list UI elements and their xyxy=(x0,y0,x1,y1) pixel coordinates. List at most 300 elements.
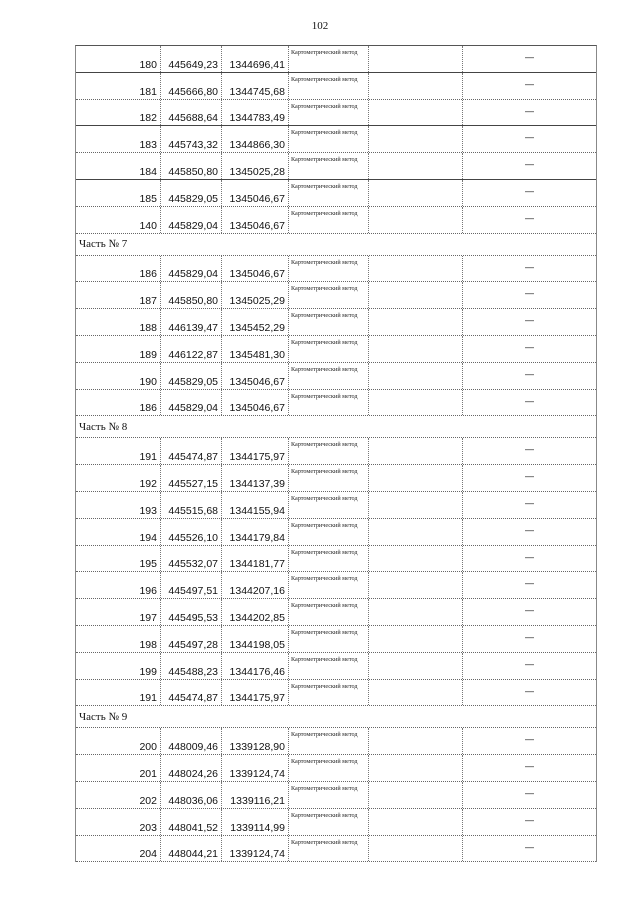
table-row xyxy=(76,46,596,73)
point-number-cell xyxy=(76,207,161,233)
coordinate-x: 445649,23 xyxy=(168,58,218,71)
coordinate-y-cell xyxy=(222,492,289,518)
coordinate-x-cell xyxy=(161,100,222,126)
empty-cell-cell xyxy=(369,390,463,416)
method-text: Картометрический метод xyxy=(291,258,358,266)
coordinate-x: 445666,80 xyxy=(168,85,218,98)
point-number: 200 xyxy=(139,741,157,754)
dash-mark-cell xyxy=(463,809,596,835)
coordinate-x-cell xyxy=(161,390,222,416)
dash-mark: — xyxy=(525,787,534,798)
point-number: 191 xyxy=(139,692,157,705)
coordinate-x-cell xyxy=(161,546,222,572)
method-text: Картометрический метод xyxy=(291,129,358,137)
method-text-cell xyxy=(289,546,369,572)
dash-mark: — xyxy=(525,841,534,852)
method-text: Картометрический метод xyxy=(291,392,358,400)
dash-mark-cell xyxy=(463,336,596,362)
coordinate-y-cell xyxy=(222,100,289,126)
dash-mark: — xyxy=(525,631,534,642)
page-number: 102 xyxy=(311,20,329,32)
dash-mark: — xyxy=(525,52,534,62)
point-number: 199 xyxy=(139,665,157,678)
empty-cell-cell xyxy=(369,153,463,179)
table-row xyxy=(76,492,596,519)
part-heading-label: Часть № 7 xyxy=(79,238,128,251)
dash-mark-cell xyxy=(463,728,596,754)
point-number: 183 xyxy=(139,139,157,152)
coordinate-x: 445526,10 xyxy=(168,531,218,544)
coordinate-x-cell xyxy=(161,336,222,362)
coordinate-x: 445829,04 xyxy=(168,268,218,281)
part-heading-label: Часть № 8 xyxy=(79,420,128,433)
point-number: 184 xyxy=(139,165,157,178)
coordinate-x: 445829,04 xyxy=(168,219,218,232)
method-text: Картометрический метод xyxy=(291,655,358,663)
dash-mark: — xyxy=(525,78,534,89)
table-row xyxy=(76,180,596,207)
point-number-cell xyxy=(76,465,161,491)
empty-cell-cell xyxy=(369,46,463,72)
point-number-cell xyxy=(76,336,161,362)
point-number: 186 xyxy=(139,402,157,415)
dash-mark: — xyxy=(525,578,534,589)
coordinate-x-cell xyxy=(161,492,222,518)
table-row xyxy=(76,599,596,626)
point-number: 192 xyxy=(139,477,157,490)
method-text: Картометрический метод xyxy=(291,811,358,819)
point-number-cell xyxy=(76,492,161,518)
coordinate-x-cell xyxy=(161,836,222,862)
dash-mark: — xyxy=(525,105,534,116)
method-text-cell xyxy=(289,282,369,308)
coordinate-y: 1344866,30 xyxy=(229,139,285,152)
empty-cell-cell xyxy=(369,309,463,335)
table-row xyxy=(76,256,596,283)
coordinate-x-cell xyxy=(161,809,222,835)
coordinate-x: 445829,05 xyxy=(168,192,218,205)
table-row xyxy=(76,680,596,707)
point-number-cell xyxy=(76,572,161,598)
dash-mark-cell xyxy=(463,309,596,335)
coordinate-y-cell xyxy=(222,572,289,598)
empty-cell-cell xyxy=(369,626,463,652)
dash-mark: — xyxy=(525,368,534,379)
point-number: 190 xyxy=(139,375,157,388)
empty-cell-cell xyxy=(369,809,463,835)
part-heading xyxy=(76,416,596,438)
coordinate-y-cell xyxy=(222,207,289,233)
table-row xyxy=(76,126,596,153)
coordinate-y: 1344176,46 xyxy=(229,665,285,678)
coordinate-x-cell xyxy=(161,755,222,781)
coordinate-y-cell xyxy=(222,653,289,679)
coordinate-y: 1339116,21 xyxy=(230,794,285,807)
dash-mark-cell xyxy=(463,599,596,625)
dash-mark-cell xyxy=(463,626,596,652)
empty-cell-cell xyxy=(369,336,463,362)
coordinate-y: 1339124,74 xyxy=(229,767,285,780)
point-number: 180 xyxy=(139,58,157,71)
coordinate-x-cell xyxy=(161,782,222,808)
method-text-cell xyxy=(289,100,369,126)
method-text: Картометрический метод xyxy=(291,365,358,373)
empty-cell-cell xyxy=(369,73,463,99)
point-number-cell xyxy=(76,46,161,72)
coordinate-x: 445829,05 xyxy=(168,375,218,388)
dash-mark-cell xyxy=(463,180,596,206)
dash-mark-cell xyxy=(463,465,596,491)
method-text-cell xyxy=(289,153,369,179)
coordinate-x-cell xyxy=(161,282,222,308)
coordinate-x: 446122,87 xyxy=(168,348,218,361)
coordinate-y: 1344207,16 xyxy=(229,585,285,598)
dash-mark-cell xyxy=(463,680,596,706)
coordinate-x-cell xyxy=(161,153,222,179)
table-row xyxy=(76,728,596,755)
coordinate-x: 445850,80 xyxy=(168,165,218,178)
dash-mark: — xyxy=(525,315,534,326)
dash-mark: — xyxy=(525,605,534,616)
table-row xyxy=(76,653,596,680)
dash-mark: — xyxy=(525,212,534,223)
method-text: Картометрический метод xyxy=(291,75,358,83)
coordinate-y: 1345025,28 xyxy=(229,165,285,178)
method-text: Картометрический метод xyxy=(291,521,358,529)
coordinate-y-cell xyxy=(222,256,289,282)
table-row xyxy=(76,390,596,417)
coordinate-y: 1345025,29 xyxy=(229,295,285,308)
method-text-cell xyxy=(289,572,369,598)
method-text-cell xyxy=(289,680,369,706)
point-number-cell xyxy=(76,599,161,625)
dash-mark-cell xyxy=(463,782,596,808)
dash-mark: — xyxy=(525,685,534,696)
coordinate-x: 445515,68 xyxy=(168,504,218,517)
empty-cell-cell xyxy=(369,836,463,862)
coordinate-y-cell xyxy=(222,126,289,152)
coordinates-table xyxy=(75,45,597,862)
coordinate-y: 1339124,74 xyxy=(229,848,285,861)
coordinate-y-cell xyxy=(222,153,289,179)
method-text-cell xyxy=(289,256,369,282)
method-text-cell xyxy=(289,653,369,679)
point-number-cell xyxy=(76,728,161,754)
coordinate-x: 445474,87 xyxy=(168,451,218,464)
method-text: Картометрический метод xyxy=(291,731,358,739)
table-row xyxy=(76,73,596,100)
coordinate-x: 445850,80 xyxy=(168,295,218,308)
coordinate-x-cell xyxy=(161,438,222,464)
method-text-cell xyxy=(289,599,369,625)
point-number: 189 xyxy=(139,348,157,361)
empty-cell-cell xyxy=(369,282,463,308)
method-text: Картометрический метод xyxy=(291,602,358,610)
dash-mark: — xyxy=(525,551,534,562)
coordinate-x: 448041,52 xyxy=(168,821,218,834)
coordinate-y-cell xyxy=(222,390,289,416)
method-text: Картометрический метод xyxy=(291,468,358,476)
coordinate-y-cell xyxy=(222,755,289,781)
part-heading xyxy=(76,706,596,728)
point-number-cell xyxy=(76,256,161,282)
empty-cell-cell xyxy=(369,180,463,206)
coordinate-y-cell xyxy=(222,438,289,464)
dash-mark: — xyxy=(525,524,534,535)
coordinate-y: 1345452,29 xyxy=(229,321,285,334)
table-row xyxy=(76,153,596,180)
method-text: Картометрический метод xyxy=(291,49,358,56)
point-number: 202 xyxy=(139,794,157,807)
dash-mark: — xyxy=(525,341,534,352)
point-number: 201 xyxy=(139,767,157,780)
method-text: Картометрический метод xyxy=(291,784,358,792)
coordinate-x-cell xyxy=(161,728,222,754)
method-text-cell xyxy=(289,438,369,464)
dash-mark-cell xyxy=(463,153,596,179)
coordinate-y: 1344783,49 xyxy=(229,112,285,125)
table-row xyxy=(76,546,596,573)
coordinate-y: 1344155,94 xyxy=(229,504,285,517)
coordinate-y: 1345481,30 xyxy=(229,348,285,361)
dash-mark-cell xyxy=(463,519,596,545)
table-row xyxy=(76,363,596,390)
point-number: 198 xyxy=(139,638,157,651)
coordinate-y-cell xyxy=(222,728,289,754)
table-row xyxy=(76,207,596,234)
coordinate-y-cell xyxy=(222,599,289,625)
point-number-cell xyxy=(76,438,161,464)
coordinate-x-cell xyxy=(161,599,222,625)
coordinate-x: 445495,53 xyxy=(168,611,218,624)
coordinate-x-cell xyxy=(161,126,222,152)
method-text-cell xyxy=(289,336,369,362)
dash-mark-cell xyxy=(463,46,596,72)
coordinate-x-cell xyxy=(161,519,222,545)
coordinate-x: 445497,28 xyxy=(168,638,218,651)
coordinate-y-cell xyxy=(222,309,289,335)
method-text-cell xyxy=(289,465,369,491)
dash-mark-cell xyxy=(463,546,596,572)
coordinate-y: 1339114,99 xyxy=(230,821,285,834)
table-row xyxy=(76,465,596,492)
method-text: Картометрический метод xyxy=(291,628,358,636)
table-row xyxy=(76,282,596,309)
method-text: Картометрический метод xyxy=(291,441,358,449)
dash-mark-cell xyxy=(463,100,596,126)
method-text: Картометрический метод xyxy=(291,338,358,346)
coordinate-y: 1344745,68 xyxy=(229,85,285,98)
coordinate-x: 446139,47 xyxy=(168,321,218,334)
point-number: 194 xyxy=(139,531,157,544)
dash-mark: — xyxy=(525,444,534,455)
coordinate-y-cell xyxy=(222,836,289,862)
point-number-cell xyxy=(76,782,161,808)
table-row xyxy=(76,809,596,836)
coordinate-y-cell xyxy=(222,336,289,362)
coordinate-y: 1345046,67 xyxy=(229,219,285,232)
point-number-cell xyxy=(76,153,161,179)
coordinate-y: 1344696,41 xyxy=(229,58,285,71)
table-row xyxy=(76,100,596,127)
coordinate-y: 1344181,77 xyxy=(229,558,285,571)
point-number-cell xyxy=(76,100,161,126)
table-row xyxy=(76,336,596,363)
method-text: Картометрический метод xyxy=(291,494,358,502)
coordinate-x: 445474,87 xyxy=(168,692,218,705)
empty-cell-cell xyxy=(369,572,463,598)
empty-cell-cell xyxy=(369,728,463,754)
coordinate-x-cell xyxy=(161,73,222,99)
method-text-cell xyxy=(289,836,369,862)
point-number: 195 xyxy=(139,558,157,571)
point-number-cell xyxy=(76,126,161,152)
coordinate-x-cell xyxy=(161,309,222,335)
coordinate-y-cell xyxy=(222,546,289,572)
point-number-cell xyxy=(76,755,161,781)
empty-cell-cell xyxy=(369,207,463,233)
dash-mark: — xyxy=(525,261,534,272)
point-number-cell xyxy=(76,282,161,308)
method-text-cell xyxy=(289,363,369,389)
table-row xyxy=(76,755,596,782)
coordinate-x: 445497,51 xyxy=(168,585,218,598)
coordinate-x: 445829,04 xyxy=(168,402,218,415)
dash-mark-cell xyxy=(463,363,596,389)
empty-cell-cell xyxy=(369,546,463,572)
table-row xyxy=(76,309,596,336)
coordinate-y-cell xyxy=(222,519,289,545)
point-number-cell xyxy=(76,836,161,862)
coordinate-x-cell xyxy=(161,256,222,282)
dash-mark-cell xyxy=(463,836,596,862)
coordinate-x: 445688,64 xyxy=(168,112,218,125)
coordinate-y: 1344137,39 xyxy=(229,477,285,490)
empty-cell-cell xyxy=(369,680,463,706)
point-number: 204 xyxy=(139,848,157,861)
dash-mark: — xyxy=(525,159,534,170)
method-text-cell xyxy=(289,73,369,99)
coordinate-x: 445527,15 xyxy=(168,477,218,490)
table-row xyxy=(76,782,596,809)
coordinate-x: 445532,07 xyxy=(168,558,218,571)
coordinate-y-cell xyxy=(222,73,289,99)
point-number: 203 xyxy=(139,821,157,834)
coordinate-x-cell xyxy=(161,180,222,206)
coordinate-y: 1345046,67 xyxy=(229,268,285,281)
empty-cell-cell xyxy=(369,100,463,126)
method-text-cell xyxy=(289,309,369,335)
table-row xyxy=(76,438,596,465)
dash-mark-cell xyxy=(463,126,596,152)
point-number-cell xyxy=(76,680,161,706)
dash-mark-cell xyxy=(463,73,596,99)
coordinate-x-cell xyxy=(161,626,222,652)
method-text: Картометрический метод xyxy=(291,209,358,217)
method-text: Картометрический метод xyxy=(291,758,358,766)
coordinate-y: 1344175,97 xyxy=(229,451,285,464)
coordinate-x: 448024,26 xyxy=(168,767,218,780)
dash-mark-cell xyxy=(463,492,596,518)
method-text: Картометрический метод xyxy=(291,285,358,293)
dash-mark: — xyxy=(525,471,534,482)
part-heading xyxy=(76,234,596,256)
empty-cell-cell xyxy=(369,465,463,491)
empty-cell-cell xyxy=(369,653,463,679)
method-text-cell xyxy=(289,782,369,808)
method-text-cell xyxy=(289,126,369,152)
point-number: 197 xyxy=(139,611,157,624)
dash-mark: — xyxy=(525,814,534,825)
empty-cell-cell xyxy=(369,492,463,518)
method-text-cell xyxy=(289,390,369,416)
empty-cell-cell xyxy=(369,256,463,282)
part-heading-label: Часть № 9 xyxy=(79,710,128,723)
point-number: 193 xyxy=(139,504,157,517)
dash-mark-cell xyxy=(463,282,596,308)
point-number: 181 xyxy=(139,85,157,98)
method-text-cell xyxy=(289,809,369,835)
method-text: Картометрический метод xyxy=(291,102,358,110)
point-number-cell xyxy=(76,73,161,99)
dash-mark: — xyxy=(525,734,534,745)
method-text-cell xyxy=(289,728,369,754)
method-text-cell xyxy=(289,626,369,652)
method-text: Картометрический метод xyxy=(291,548,358,556)
dash-mark-cell xyxy=(463,207,596,233)
point-number: 187 xyxy=(139,295,157,308)
coordinate-y-cell xyxy=(222,363,289,389)
empty-cell-cell xyxy=(369,519,463,545)
point-number: 140 xyxy=(139,219,157,232)
point-number-cell xyxy=(76,309,161,335)
coordinate-y: 1344179,84 xyxy=(229,531,285,544)
empty-cell-cell xyxy=(369,438,463,464)
coordinate-y-cell xyxy=(222,626,289,652)
coordinate-y-cell xyxy=(222,46,289,72)
point-number-cell xyxy=(76,180,161,206)
method-text: Картометрический метод xyxy=(291,575,358,583)
method-text-cell xyxy=(289,207,369,233)
empty-cell-cell xyxy=(369,599,463,625)
coordinate-y: 1344175,97 xyxy=(229,692,285,705)
point-number: 196 xyxy=(139,585,157,598)
dash-mark-cell xyxy=(463,256,596,282)
coordinate-x-cell xyxy=(161,207,222,233)
method-text: Картометрический метод xyxy=(291,182,358,190)
dash-mark: — xyxy=(525,132,534,143)
method-text: Картометрический метод xyxy=(291,156,358,164)
coordinate-x-cell xyxy=(161,572,222,598)
dash-mark: — xyxy=(525,395,534,406)
dash-mark-cell xyxy=(463,572,596,598)
coordinate-x: 448036,06 xyxy=(168,794,218,807)
coordinate-y: 1345046,67 xyxy=(229,192,285,205)
dash-mark-cell xyxy=(463,390,596,416)
coordinate-x-cell xyxy=(161,465,222,491)
empty-cell-cell xyxy=(369,782,463,808)
method-text-cell xyxy=(289,46,369,72)
coordinate-y-cell xyxy=(222,809,289,835)
method-text: Картометрический метод xyxy=(291,682,358,690)
point-number-cell xyxy=(76,546,161,572)
dash-mark: — xyxy=(525,185,534,196)
empty-cell-cell xyxy=(369,363,463,389)
coordinate-x-cell xyxy=(161,363,222,389)
dash-mark-cell xyxy=(463,653,596,679)
coordinate-y: 1345046,67 xyxy=(229,402,285,415)
method-text-cell xyxy=(289,755,369,781)
